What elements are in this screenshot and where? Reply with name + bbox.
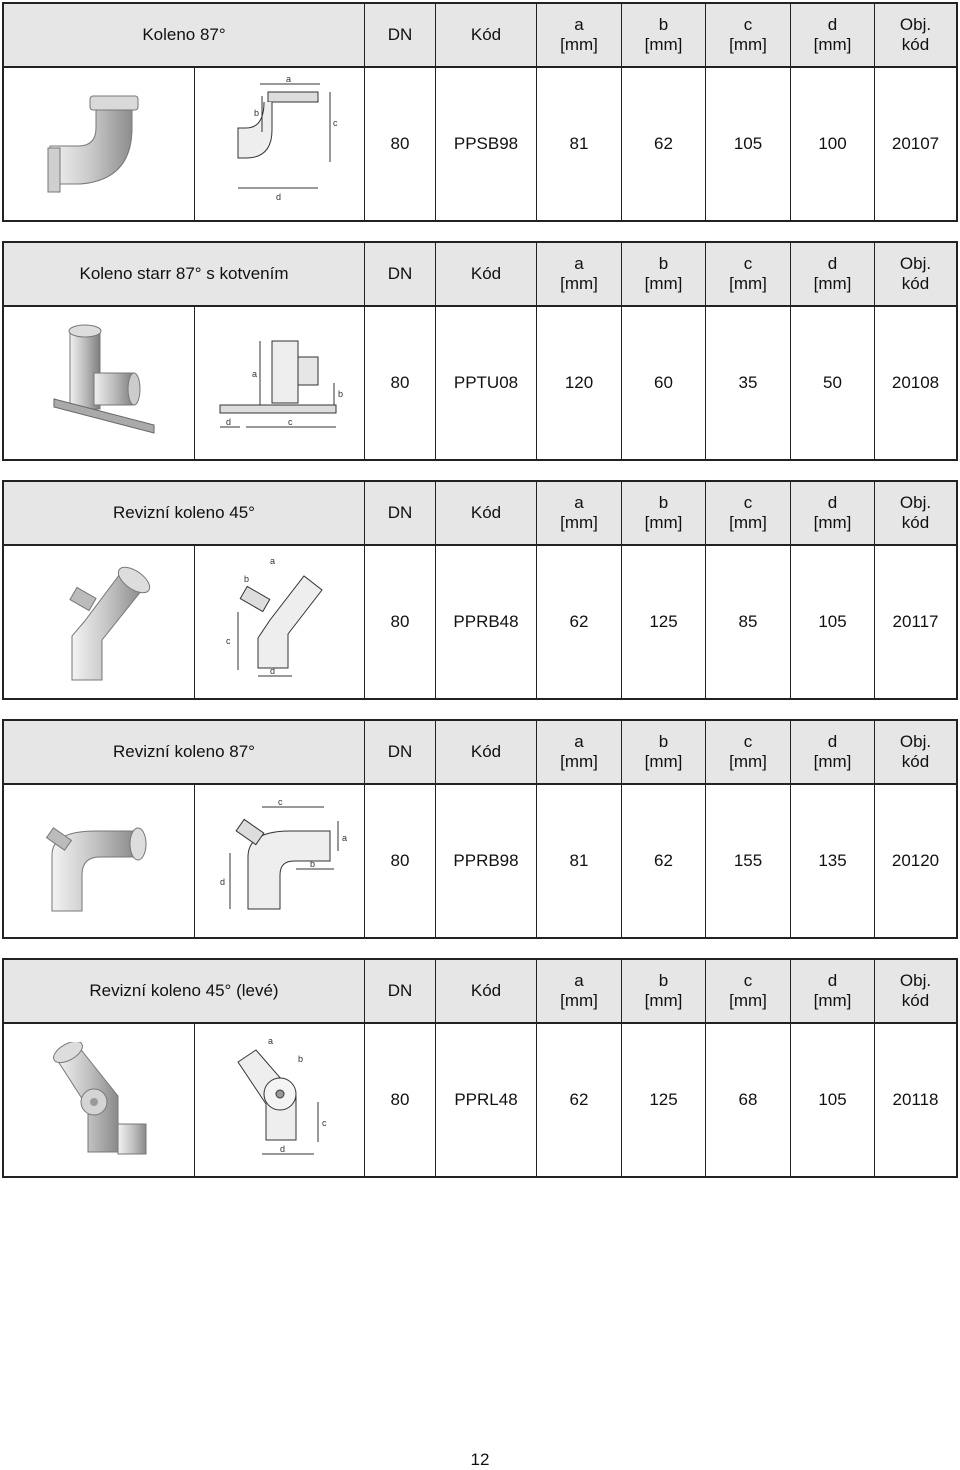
- dim-label-c: c: [333, 118, 338, 128]
- table-header: [4, 243, 956, 307]
- cell-a: 62: [569, 612, 589, 631]
- cell-obj: 20120: [891, 851, 940, 870]
- cell-c: 155: [733, 851, 763, 870]
- cell-dn: 80: [390, 612, 410, 631]
- cell-b: 62: [654, 134, 673, 153]
- dimension-drawing-icon: [216, 797, 356, 917]
- page-number: 12: [470, 1450, 490, 1469]
- col-obj: Obj. kód: [899, 732, 932, 771]
- cell-b: 125: [649, 1090, 678, 1109]
- col-a: a [mm]: [560, 971, 598, 1010]
- product-photo-inspection-elbow-87-icon: [44, 815, 154, 915]
- cell-kod: PPSB98: [453, 134, 519, 153]
- col-obj: Obj. kód: [899, 254, 932, 293]
- dimension-drawing-icon: [216, 327, 356, 437]
- product-title: Koleno 87°: [142, 25, 226, 44]
- dim-label-d: d: [276, 192, 282, 202]
- col-d: d [mm]: [813, 971, 852, 1010]
- dim-label-a: a: [286, 76, 292, 84]
- cell-dn: 80: [390, 134, 410, 153]
- product-title: Revizní koleno 87°: [113, 742, 255, 761]
- dimension-drawing-icon: [218, 552, 348, 682]
- product-table-revizni-45: [2, 480, 958, 700]
- col-b: b [mm]: [644, 15, 683, 54]
- table-header: [4, 721, 956, 785]
- cell-d: 135: [818, 851, 847, 870]
- dim-label-a: a: [252, 369, 258, 379]
- cell-d: 50: [823, 373, 842, 392]
- product-title: Koleno starr 87° s kotvením: [79, 264, 289, 283]
- col-dn: DN: [387, 503, 413, 522]
- cell-a: 81: [569, 851, 589, 870]
- cell-dn: 80: [390, 1090, 410, 1109]
- col-a: a [mm]: [560, 254, 598, 293]
- dim-label-d: d: [280, 1144, 286, 1154]
- cell-kod: PPRL48: [454, 1090, 518, 1109]
- col-obj: Obj. kód: [899, 971, 932, 1010]
- dim-label-a: a: [270, 556, 276, 566]
- dim-label-d: d: [226, 417, 232, 427]
- product-table-revizni-45-leve: [2, 958, 958, 1178]
- dim-label-b: b: [298, 1054, 304, 1064]
- table-header: [4, 482, 956, 546]
- col-dn: DN: [387, 264, 413, 283]
- cell-d: 105: [818, 1090, 847, 1109]
- col-c: c [mm]: [729, 493, 767, 532]
- dim-label-b: b: [338, 389, 344, 399]
- cell-c: 68: [738, 1090, 758, 1109]
- dim-label-a: a: [268, 1036, 274, 1046]
- col-b: b [mm]: [644, 254, 683, 293]
- product-photo-elbow-icon: [44, 90, 154, 200]
- table-header: [4, 960, 956, 1024]
- dim-label-b: b: [310, 859, 316, 869]
- cell-kod: PPRB48: [453, 612, 519, 631]
- col-obj: Obj. kód: [899, 493, 932, 532]
- col-d: d [mm]: [813, 254, 852, 293]
- col-c: c [mm]: [729, 254, 767, 293]
- cell-obj: 20117: [892, 612, 939, 631]
- col-c: c [mm]: [729, 971, 767, 1010]
- dim-label-c: c: [322, 1118, 327, 1128]
- col-kod: Kód: [470, 742, 502, 761]
- cell-b: 62: [654, 851, 673, 870]
- col-b: b [mm]: [644, 971, 683, 1010]
- cell-c: 85: [738, 612, 758, 631]
- col-dn: DN: [387, 981, 413, 1000]
- product-photo-inspection-elbow-45-left-icon: [50, 1042, 160, 1158]
- col-c: c [mm]: [729, 15, 767, 54]
- col-d: d [mm]: [813, 15, 852, 54]
- dim-label-d: d: [270, 666, 276, 676]
- cell-d: 100: [818, 134, 847, 153]
- dim-label-d: d: [220, 877, 226, 887]
- col-obj: Obj. kód: [899, 15, 932, 54]
- table-header: [4, 4, 956, 68]
- cell-a: 120: [564, 373, 594, 392]
- cell-obj: 20108: [891, 373, 940, 392]
- cell-kod: PPTU08: [453, 373, 519, 392]
- table-row: [4, 546, 956, 698]
- product-title: Revizní koleno 45°: [113, 503, 255, 522]
- dim-label-c: c: [288, 417, 293, 427]
- dim-label-b: b: [254, 108, 260, 118]
- col-kod: Kód: [470, 503, 502, 522]
- dimension-drawing-icon: [220, 76, 350, 206]
- cell-b: 60: [654, 373, 673, 392]
- cell-d: 105: [818, 612, 847, 631]
- dim-label-c: c: [278, 797, 283, 807]
- dim-label-c: c: [226, 636, 231, 646]
- col-a: a [mm]: [560, 15, 598, 54]
- dim-label-b: b: [244, 574, 250, 584]
- table-row: [4, 785, 956, 937]
- col-kod: Kód: [470, 981, 502, 1000]
- cell-c: 35: [738, 373, 758, 392]
- col-a: a [mm]: [560, 732, 598, 771]
- product-title: Revizní koleno 45° (levé): [89, 981, 279, 1000]
- col-d: d [mm]: [813, 493, 852, 532]
- product-table-koleno-starr: [2, 241, 958, 461]
- cell-a: 81: [569, 134, 589, 153]
- col-c: c [mm]: [729, 732, 767, 771]
- cell-dn: 80: [390, 373, 410, 392]
- col-kod: Kód: [470, 25, 502, 44]
- col-dn: DN: [387, 742, 413, 761]
- col-kod: Kód: [470, 264, 502, 283]
- product-photo-inspection-elbow-45-icon: [54, 566, 164, 681]
- cell-kod: PPRB98: [453, 851, 519, 870]
- cell-dn: 80: [390, 851, 410, 870]
- cell-obj: 20118: [892, 1090, 939, 1109]
- col-a: a [mm]: [560, 493, 598, 532]
- product-photo-anchored-elbow-icon: [44, 321, 164, 441]
- cell-b: 125: [649, 612, 678, 631]
- product-table-koleno-87: [2, 2, 958, 222]
- cell-obj: 20107: [891, 134, 940, 153]
- cell-c: 105: [733, 134, 763, 153]
- col-d: d [mm]: [813, 732, 852, 771]
- col-b: b [mm]: [644, 493, 683, 532]
- dim-label-a: a: [342, 833, 348, 843]
- col-b: b [mm]: [644, 732, 683, 771]
- table-row: [4, 1024, 956, 1176]
- table-row: [4, 307, 956, 459]
- col-dn: DN: [387, 25, 413, 44]
- cell-a: 62: [569, 1090, 589, 1109]
- product-table-revizni-87: [2, 719, 958, 939]
- table-row: [4, 68, 956, 220]
- dimension-drawing-icon: [218, 1032, 348, 1162]
